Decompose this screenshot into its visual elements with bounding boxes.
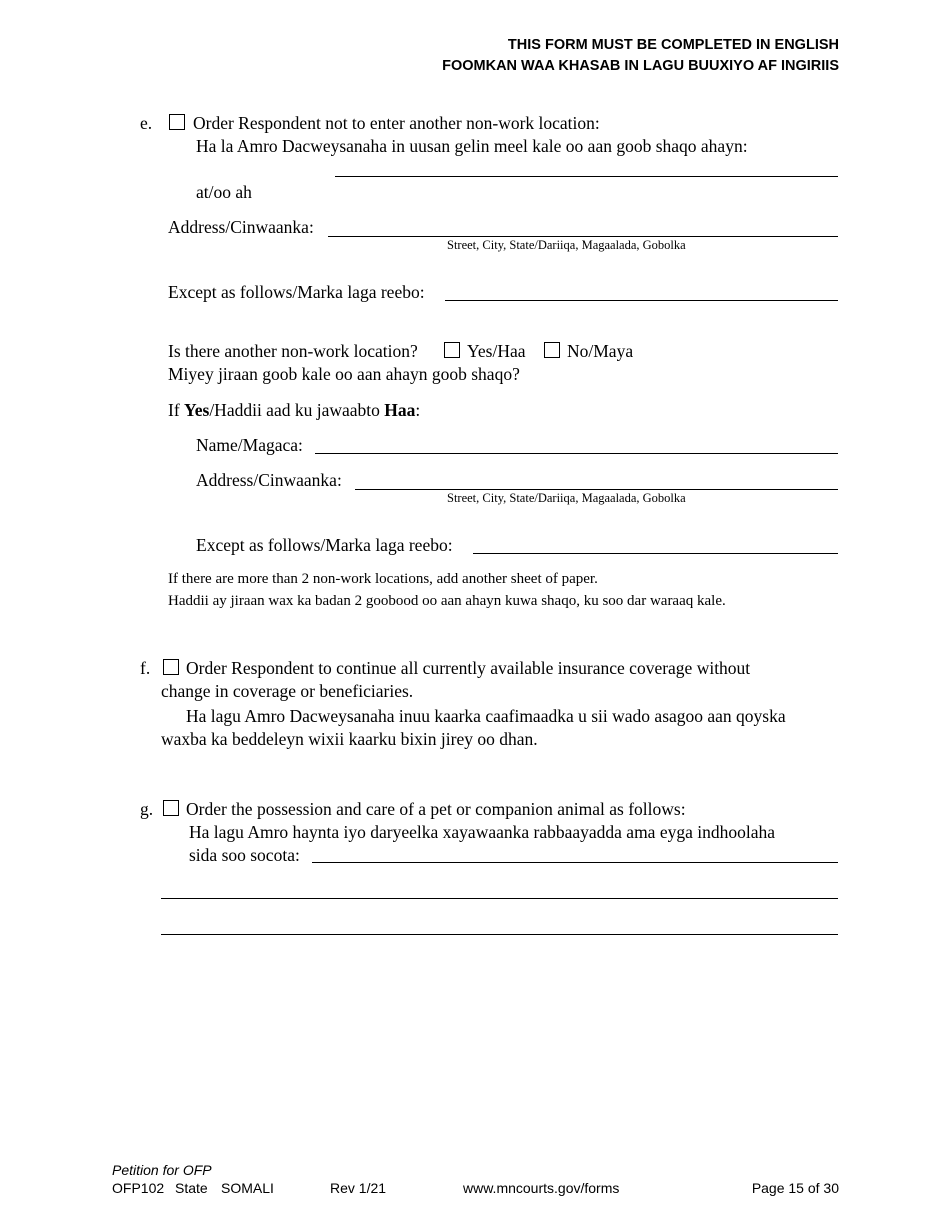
address-label: Address/Cinwaanka: [168,217,314,237]
except2-label: Except as follows/Marka laga reebo: [196,535,453,555]
section-f-line-1: Order Respondent to continue all currently available insurance coverage without [186,658,751,678]
section-e-title-en: Order Respondent not to enter another non-work location: [193,113,600,133]
pet-line-2[interactable] [161,898,838,899]
yes-label: Yes/Haa [467,341,526,361]
address-line[interactable] [328,236,838,237]
section-e-title-so: Ha la Amro Dacweysanaha in uusan gelin meel kale oo aan goob shaqo ahayn: [196,136,748,156]
yes-checkbox[interactable] [444,342,460,358]
another-location-question-so: Miyey jiraan goob kale oo aan ahayn goob shaqo? [168,364,520,384]
name-line[interactable] [315,453,838,454]
address2-line[interactable] [355,489,838,490]
footer-language: SOMALI [221,1180,274,1196]
pet-line-3[interactable] [161,934,838,935]
section-g-line-1: Order the possession and care of a pet or companion animal as follows: [186,799,686,819]
section-f-line-3: Ha lagu Amro Dacweysanaha inuu kaarka caafimaadka u sii wado asagoo aan qoyska [186,706,786,726]
footer-website[interactable]: www.mncourts.gov/forms [463,1180,620,1196]
section-g-checkbox[interactable] [163,800,179,816]
section-g-line-3: sida soo socota: [189,845,300,865]
pet-line-1[interactable] [312,862,838,863]
section-e-letter: e. [140,113,153,133]
footer-form-title: Petition for OFP [112,1162,212,1178]
section-e-checkbox[interactable] [169,114,185,130]
section-f-line-2: change in coverage or beneficiaries. [161,681,414,701]
name-label: Name/Magaca: [196,435,303,455]
section-g-letter: g. [140,799,154,819]
section-f-checkbox[interactable] [163,659,179,675]
note-en: If there are more than 2 non-work locations, add another sheet of paper. [168,571,598,587]
address2-hint: Street, City, State/Dariiqa, Magaalada, Gobolka [447,491,686,505]
no-label: No/Maya [567,341,634,361]
except-label: Except as follows/Marka laga reebo: [168,282,425,302]
note-so: Haddii ay jiraan wax ka badan 2 goobood oo aan ahayn kuwa shaqo, ku soo dar waraaq kale. [168,593,726,609]
location-name-line[interactable] [335,176,838,177]
section-f-letter: f. [140,658,151,678]
header-line-2: FOOMKAN WAA KHASAB IN LAGU BUUXIYO AF INGIRIIS [442,58,839,74]
section-g-line-2: Ha lagu Amro haynta iyo daryeelka xayawaanka rabbaayadda ama eyga indhoolaha [189,822,775,842]
no-checkbox[interactable] [544,342,560,358]
header-line-1: THIS FORM MUST BE COMPLETED IN ENGLISH [507,37,839,53]
except-line[interactable] [445,300,838,301]
footer-page: Page 15 of 30 [751,1180,839,1196]
at-label: at/oo ah [196,182,252,202]
address-hint: Street, City, State/Dariiqa, Magaalada, Gobolka [447,238,686,252]
footer-rev: Rev 1/21 [330,1180,387,1196]
address2-label: Address/Cinwaanka: [196,470,342,490]
except2-line[interactable] [473,553,838,554]
another-location-question: Is there another non-work location? [168,341,418,361]
footer-state: State [175,1180,208,1196]
section-f-line-4: waxba ka beddeleyn wixii kaarku bixin jirey oo dhan. [161,729,538,749]
if-yes-label: If Yes/Haddii aad ku jawaabto Haa: [168,400,421,420]
footer-form-code: OFP102 [112,1180,165,1196]
